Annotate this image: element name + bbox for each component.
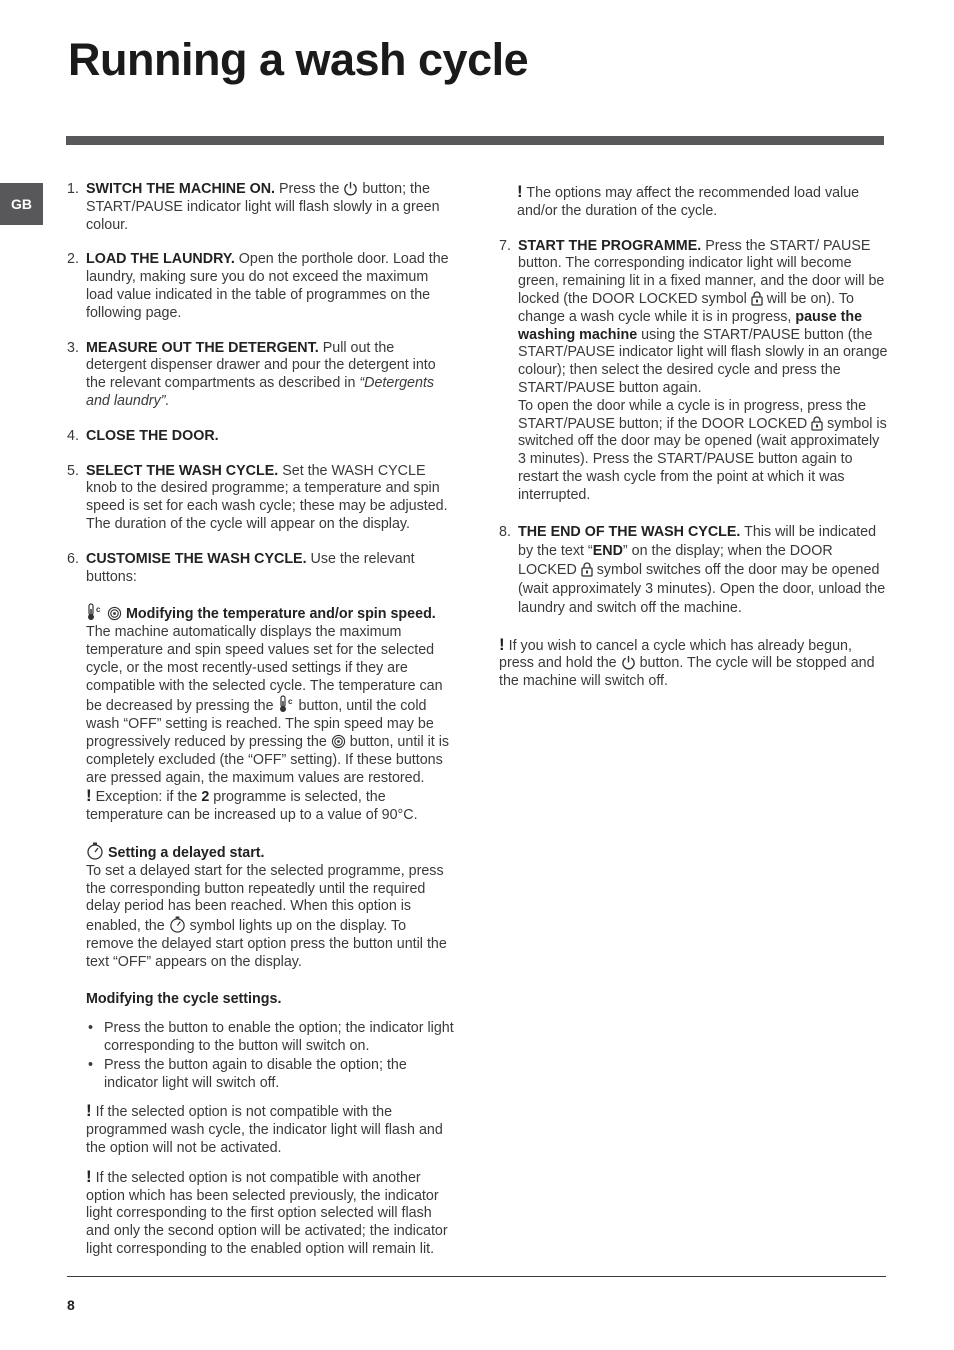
step-text: symbol switches off the door may be opened (wait approximately 3 minutes). Open the door, unload the laundry and switch off the machine. <box>518 561 886 616</box>
option-bullet-list <box>86 1020 457 1092</box>
section-text: To set a delayed start for the selected programme, press the corresponding button repeatedly until the required delay period has been reached. When this option is enabled, the <box>86 862 444 935</box>
svg-text:c: c <box>96 605 101 615</box>
programme-number: 2 <box>201 789 210 806</box>
step-number: 2. <box>67 251 79 268</box>
step-heading: LOAD THE LAUNDRY. <box>86 251 235 268</box>
step-text: Set the WASH CYCLE knob to the desired programme; a temperature and spin speed is set for each wash cycle; these may be adjusted. The duration of the cycle will appear on the display. <box>86 462 448 532</box>
warning-icon: ! <box>517 182 523 201</box>
section-text: symbol lights up on the display. To remove the delayed start option press the button until the text “OFF” appears on the display. <box>86 918 447 970</box>
exception-note <box>86 787 457 825</box>
section-text: The machine automatically displays the maximum temperature and spin speed values set for the selected cycle, or the most recently-used settings if they are compatible with the selected cycle. The temperature can be decreased by pressing the <box>86 624 443 715</box>
note-text: If you wish to cancel a cycle which has already begun, press and hold the <box>499 637 852 672</box>
right-column <box>499 183 889 691</box>
page-title: Running a wash cycle <box>68 34 529 85</box>
door-lock-icon <box>581 562 593 577</box>
thermometer-cold-icon <box>278 695 295 713</box>
left-column <box>67 181 457 1259</box>
spin-icon <box>107 606 122 621</box>
options-note <box>499 183 889 221</box>
note-text: button. The cycle will be stopped and the machine will switch off. <box>499 655 875 690</box>
warning-icon: ! <box>499 634 505 654</box>
step-number: 8. <box>499 523 511 540</box>
step-number: 6. <box>67 550 79 567</box>
step-text: will be on). To change a wash cycle while it is in progress, <box>518 290 854 325</box>
step-1 <box>67 181 457 234</box>
warning-icon: ! <box>86 1101 92 1121</box>
step-text: ” on the display; when the DOOR LOCKED <box>518 542 833 578</box>
step-6 <box>67 551 457 1259</box>
step-heading: SWITCH THE MACHINE ON. <box>86 181 276 197</box>
section-heading: Modifying the temperature and/or spin speed. <box>125 606 436 623</box>
step-text: This will be indicated by the text “ <box>518 523 877 559</box>
step-number: 1. <box>67 181 79 197</box>
step-text: To open the door while a cycle is in progress, press the START/PAUSE button; if the DOOR LOCKED <box>518 397 867 432</box>
step-number: 5. <box>67 462 79 479</box>
delay-timer-icon <box>86 842 104 860</box>
step-number: 3. <box>67 339 79 356</box>
step-text: Use the relevant buttons: <box>86 550 415 585</box>
bullet: • <box>88 1056 94 1073</box>
step-text: Press the START/ PAUSE button. The corresponding indicator light will become green, remaining lit in a fixed manner, and the door will be locked (the DOOR LOCKED symbol <box>518 237 885 307</box>
delayed-start-section <box>86 842 457 972</box>
step-number: 4. <box>67 427 79 444</box>
note-text: If the selected option is not compatible with the programmed wash cycle, the indicator light will flash and the option will not be activated. <box>86 1104 443 1157</box>
warning-icon: ! <box>86 1166 92 1186</box>
cancel-cycle-note <box>499 636 889 691</box>
language-tab: GB <box>0 183 43 225</box>
power-icon <box>343 181 358 196</box>
section-heading: Modifying the cycle settings. <box>86 991 282 1008</box>
note-text: Exception: if the <box>91 789 202 806</box>
section-text: button, until the cold wash “OFF” setting is reached. The spin speed may be progressively reduced by pressing the <box>86 698 434 750</box>
list-item <box>86 1020 457 1056</box>
list-item-text: Press the button to enable the option; the indicator light corresponding to the button will switch on. <box>104 1020 454 1055</box>
step-8 <box>499 523 889 618</box>
bullet: • <box>88 1020 94 1037</box>
step-text: using the START/PAUSE button (the START/PAUSE indicator light will flash slowly in an orange colour); then select the desired cycle and press the START/PAUSE button again. <box>518 326 888 396</box>
step-5 <box>67 463 457 534</box>
section-heading: Setting a delayed start. <box>107 844 265 861</box>
temperature-spin-section <box>86 603 457 825</box>
step-3 <box>67 340 457 411</box>
spin-icon <box>331 734 346 749</box>
door-lock-icon <box>751 291 763 306</box>
step-7 <box>499 238 889 505</box>
step-heading: MEASURE OUT THE DETERGENT. <box>86 339 319 356</box>
power-icon <box>621 655 636 670</box>
step-heading: SELECT THE WASH CYCLE. <box>86 462 279 479</box>
step-heading: CUSTOMISE THE WASH CYCLE. <box>86 550 307 567</box>
step-text: Press the <box>275 181 344 197</box>
list-item-text: Press the button again to disable the option; the indicator light will switch off. <box>104 1056 407 1091</box>
incompatible-option-note <box>86 1102 457 1157</box>
section-text: button, until it is completely excluded (the “OFF” setting). If these buttons are pressed again, the maximum values are restored. <box>86 733 450 786</box>
list-item <box>86 1057 457 1093</box>
step-number: 7. <box>499 237 511 254</box>
step-heading: THE END OF THE WASH CYCLE. <box>518 523 741 540</box>
door-lock-icon <box>811 416 823 431</box>
step-text: Pull out the detergent dispenser drawer and pour the detergent into the relevant compartments as described in <box>86 339 436 392</box>
title-divider <box>66 136 884 145</box>
note-text: programme is selected, the temperature can be increased up to a value of 90°C. <box>86 789 418 824</box>
page-number: 8 <box>67 1297 75 1313</box>
step-4 <box>67 428 457 446</box>
step-heading: CLOSE THE DOOR. <box>86 427 219 444</box>
thermometer-cold-icon <box>86 603 103 621</box>
step-2 <box>67 251 457 322</box>
step-text: button; the START/PAUSE indicator light will flash slowly in a green colour. <box>86 181 440 233</box>
emphasis: pause the washing machine <box>518 308 863 343</box>
display-text: END <box>592 542 623 559</box>
cross-reference: “Detergents and laundry”. <box>86 375 435 409</box>
note-text: The options may affect the recommended load value and/or the duration of the cycle. <box>517 185 860 219</box>
step-text: Open the porthole door. Load the laundry, making sure you do not exceed the maximum load value indicated in the table of programmes on the following page. <box>86 251 449 321</box>
warning-icon: ! <box>86 786 92 806</box>
note-text: If the selected option is not compatible with another option which has been selected previously, the indicator light corresponding to the first option selected will flash and only the second option will be activated; the indicator light corresponding to the enabled option will remain lit. <box>86 1169 448 1258</box>
step-text: symbol is switched off the door may be opened (wait approximately 3 minutes). Press the START/PAUSE button again to restart the wash cycle from the point at which it was interrupted. <box>518 415 887 503</box>
cycle-settings-section <box>86 991 457 1258</box>
step-heading: START THE PROGRAMME. <box>518 237 702 254</box>
svg-text:c: c <box>287 697 292 707</box>
delay-timer-icon <box>169 916 186 933</box>
conflicting-option-note <box>86 1168 457 1259</box>
footer-divider <box>67 1276 886 1277</box>
